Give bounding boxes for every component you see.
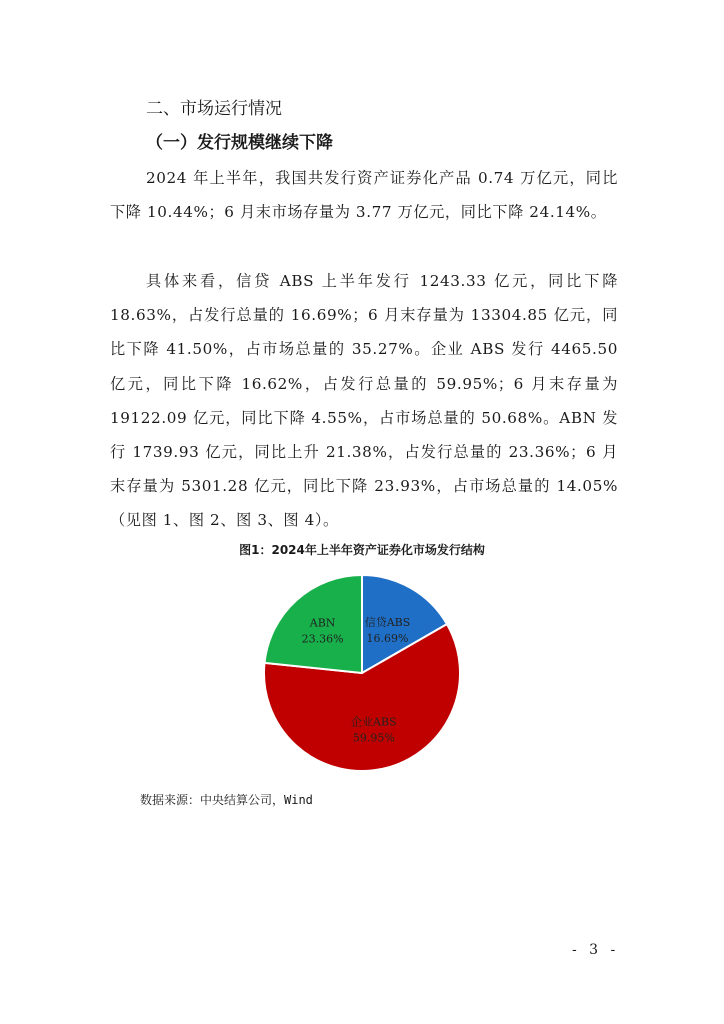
pie-chart xyxy=(250,566,474,790)
paragraph-2: 具体来看，信贷 ABS 上半年发行 1243.33 亿元，同比下降 18.63%，占发行总量的 16.69%；6 月末存量为 13304.85 亿元，同比下降 41.50%，占市场总量的 35.27%。企业 ABS 发行 4465.50 亿元，同比下降 16.62%，占发行总量的 59.95%；6 月末存量为 19122.09 亿元，同比下降 4.55%，占市场总量的 50.68%。ABN 发行 1739.93 亿元，同比上升 21.38%，占发行总量的 23.36%；6 月末存量为 5301.28 亿元，同比下降 23.93%，占市场总量的 14.05%（见图 1、图 2、图 3、图 4）。 xyxy=(110,272,618,530)
page-number: - 3 - xyxy=(572,942,620,958)
slice-label-1: 信贷ABS xyxy=(364,615,411,629)
slice-value-3: 23.36% xyxy=(301,632,344,646)
figure-title: 图1：2024年上半年资产证券化市场发行结构 xyxy=(239,543,485,557)
data-source: 数据来源：中央结算公司，Wind xyxy=(140,793,313,807)
slice-label-3: ABN xyxy=(309,616,336,630)
subsection-title: （一）发行规模继续下降 xyxy=(146,133,333,153)
paragraph-1: 2024 年上半年，我国共发行资产证券化产品 0.74 万亿元，同比下降 10.44%；6 月末市场存量为 3.77 万亿元，同比下降 24.14%。 xyxy=(110,169,618,222)
slice-value-1: 16.69% xyxy=(366,631,409,645)
section-title: 二、市场运行情况 xyxy=(146,99,282,119)
slice-label-2: 企业ABS xyxy=(351,715,397,729)
slice-value-2: 59.95% xyxy=(352,731,395,745)
